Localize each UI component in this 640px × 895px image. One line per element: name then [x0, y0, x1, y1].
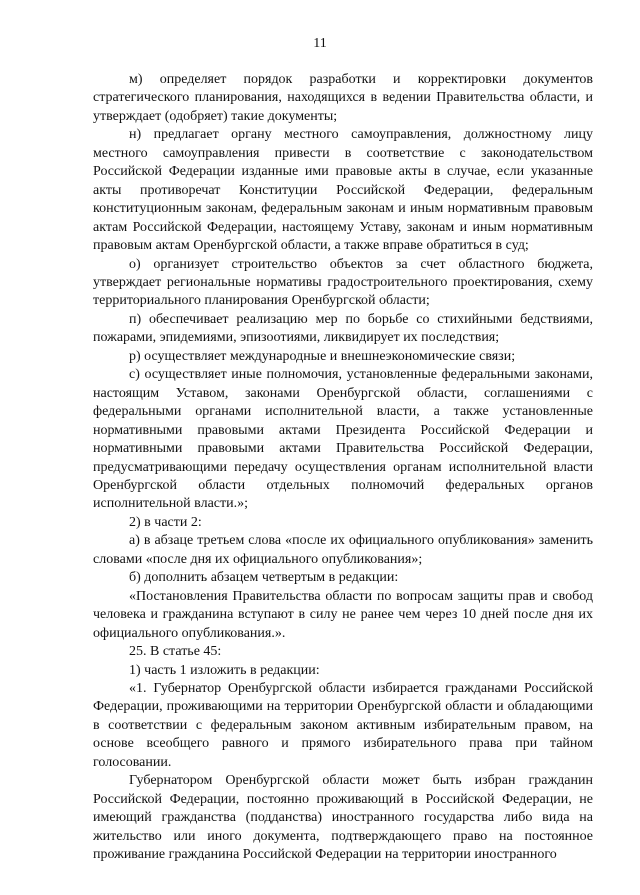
paragraph-quote-resolutions: «Постановления Правительства области по вопросам защиты прав и свобод человека и гражданина вступают в силу не ранее чем через 10 дней после дня их официального опубликования.».	[93, 588, 593, 641]
paragraph-n: н) предлагает органу местного самоуправления, должностному лицу местного самоуправления привести в соответствие с законодательством Российской Федерации изданные ими правовые акты в случае, если указанные акты противоречат Конституции Российской Федерации, федеральным конституционным законам, федеральным законам и иным нормативным правовым актам Российской Федерации, настоящему Уставу, законам и иным нормативным правовым актам Оренбургской области, а также вправе обратиться в суд;	[93, 127, 593, 254]
paragraph-r: р) осуществляет международные и внешнеэкономические связи;	[129, 348, 516, 364]
page-number: 11	[313, 36, 327, 51]
paragraph-b: б) дополнить абзацем четвертым в редакции:	[129, 570, 399, 586]
paragraph-part-2: 2) в части 2:	[129, 514, 202, 530]
paragraph-a: а) в абзаце третьем слова «после их официального опубликования» заменить словами «после дня их официального опубликования»;	[93, 533, 593, 567]
paragraph-p: п) обеспечивает реализацию мер по борьбе со стихийными бедствиями, пожарами, эпидемиями, эпизоотиями, ликвидирует их последствия;	[93, 311, 593, 346]
paragraph-article-45: 25. В статье 45:	[129, 644, 222, 660]
paragraph-governor-election: «1. Губернатор Оренбургской области избирается гражданами Российской Федерации, проживающими на территории Оренбургской области и обладающими в соответствии с федеральным законом активным избирательным правом, на основе всеобщего равного и прямого избирательного права при тайном голосовании.	[93, 680, 593, 770]
paragraph-m: м) определяет порядок разработки и корректировки документов стратегического планирования, находящихся в ведении Правительства области, и утверждает (одобряет) такие документы;	[93, 72, 593, 124]
paragraph-s: с) осуществляет иные полномочия, установленные федеральными законами, настоящим Уставом, законами Оренбургской области, соглашениями с федеральными органами исполнительной власти, а также установленные нормативными правовыми актами Президента Российской Федерации и нормативными правовыми актами Правительства Российской Федерации, предусматривающими передачу осуществления органам исполнительной власти Оренбургской области отдельных полномочий федеральных органов исполнительной власти.»;	[93, 367, 593, 512]
paragraph-o: о) организует строительство объектов за счет областного бюджета, утверждает региональные нормативы градостроительного проектирования, схему территориального планирования Оренбургской области;	[93, 256, 593, 309]
paragraph-part-1: 1) часть 1 изложить в редакции:	[129, 662, 320, 678]
document-body	[93, 71, 593, 864]
paragraph-governor-eligibility: Губернатором Оренбургской области может быть избран гражданин Российской Федерации, постоянно проживающий в Российской Федерации, не имеющий гражданства (подданства) иностранного государства либо вида на жительство или иного документа, подтверждающего право на постоянное проживание гражданина Российской Федерации на территории иностранного	[93, 773, 593, 863]
